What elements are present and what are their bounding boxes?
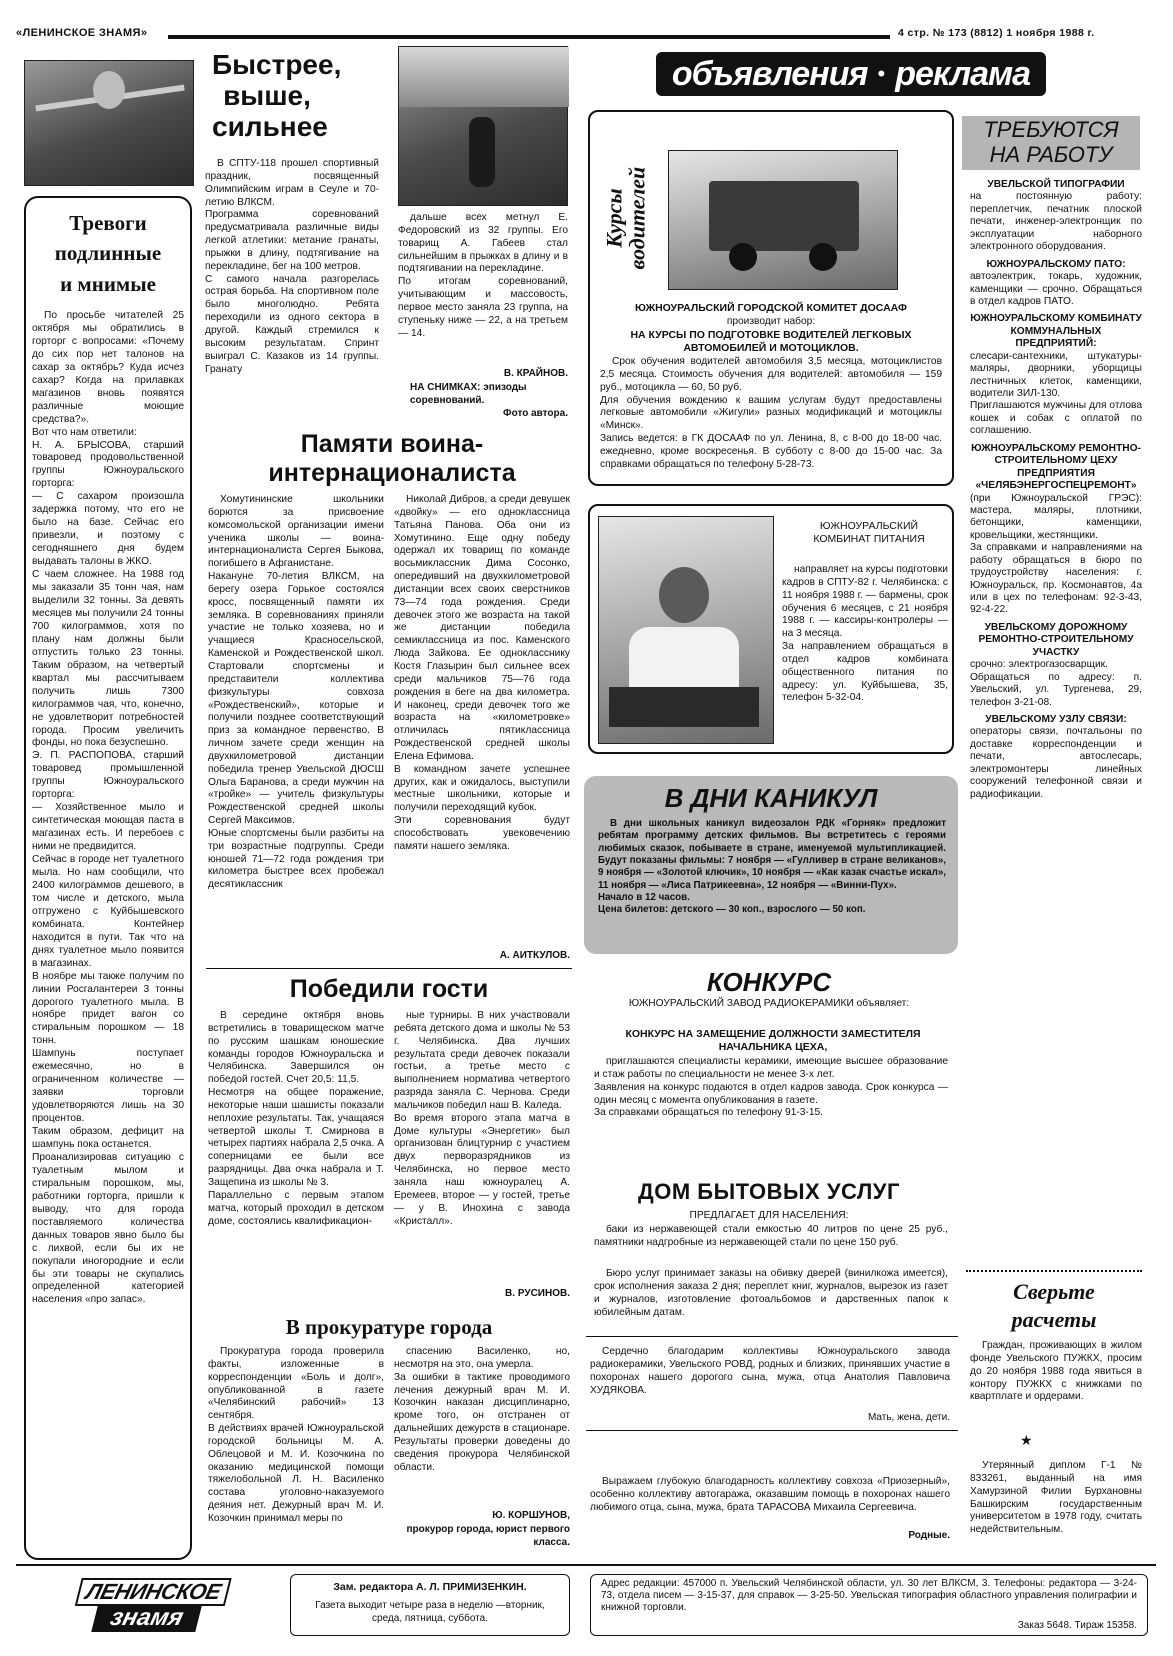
article-sport-col1	[205, 158, 379, 428]
article-memory-col1	[208, 494, 384, 964]
jobs-block-org: УВЕЛЬСКОМУ УЗЛУ СВЯЗИ:	[985, 713, 1127, 725]
article-prosecutor-title: В прокуратуре города	[285, 1315, 493, 1339]
lost-body	[970, 1460, 1142, 1540]
article-memory-title-line1: Памяти воина-	[300, 430, 484, 458]
jobs-block	[970, 179, 1142, 254]
ad-holidays-body	[598, 818, 946, 950]
banner-dot: •	[877, 61, 886, 87]
ad-services-body1	[594, 1224, 948, 1268]
ad-services-body2	[594, 1268, 948, 1328]
article-memory-col2-text: Николай Дибров, а среди девушек «двойку» — его одноклассница Татьяна Панова. Оба они из Хомутинино. Еще одну победу одержал их товарищ по команде восьмиклассник Дима Сосонко, опередивший на двухкилометровой дистанции всех своих сверстников 73—74 года рождения. Среди девочек этого же возраста на такой же дистанции победила семиклассница из пос. Каменского Люда Зайкова. Ее однокласснику Костя Глазырин был сильнее всех среди мальчиков 75—76 года рождения в беге на два километра. И наконец, среди девочек того же возраста на «километровке» отличилась пятиклассница Рождественской средней школы Елена Ефимова. В командном зачете успешнее других, как и ожидалось, выступили местные школьники, которые и получили переходящий кубок. Эти соревнования будут способствовать увековечению памяти нашего земляка.	[394, 494, 570, 852]
ad-services-text2: Бюро услуг принимает заказы на обивку дверей (винилкожа имеется), срок исполнения заказа 2 дня; переплет книг, журналов, вырезок из газет и журналов, изготовление фотоальбомов и дарственных папок к юбилейным датам.	[594, 1268, 948, 1318]
thanks-body	[590, 1346, 950, 1408]
divider-memory-chess	[206, 968, 572, 969]
jobs-title-line2: НА РАБОТУ	[989, 141, 1113, 167]
divider-thanks-condolence	[586, 1430, 958, 1431]
footer-editor-box	[290, 1574, 570, 1636]
article-memory-col1-text: Хомутининские школьники борются за присвоение комсомольской организации имени ученика школы — воина-интернационалиста Сергея Быкова, погибшего в Афганистане. Накануне 70-летия ВЛКСМ, на берегу озера Горькое состоялся кросс, посвященный памяти их земляка. В соревнованиях приняли участие не только хозяева, но и учащиеся Красносельской, Каменской и Рождественской школ. Стартовали спортсмены и представители коллектива физкультуры совхоза «Рождественский», которые и получили позднее соответствующий приз за командное первенство. В личном зачете среди женщин на двухкилометровой дистанции победила тренер Увельской ДЮСШ Ольга Баранова, а среди мужчин на «тройке» — учитель физкультуры Рождественской средней школы Сергей Максимов. Юные спортсмены были разбиты на три возрастные подгруппы. Среди юношей 71—72 года рождения три километра быстрее всех пробежал десятиклассник	[208, 494, 384, 891]
ad-holidays-title: В ДНИ КАНИКУЛ	[664, 783, 878, 813]
banner-right-word: реклама	[895, 54, 1031, 93]
article-prosecutor-col1	[208, 1346, 384, 1556]
ad-driving-vertical-line2: водителей	[624, 166, 650, 270]
photo-truck-wheel-shape	[729, 243, 757, 271]
ad-driving-head: НА КУРСЫ ПО ПОДГОТОВКЕ ВОДИТЕЛЕЙ ЛЕГКОВЫХ АВТОМОБИЛЕЙ И МОТОЦИКЛОВ.	[630, 329, 912, 355]
article-sport-title-line3: сильнее	[212, 110, 328, 142]
jobs-block-text: срочно: электрогазосварщик. Обращаться по адресу: п. Увельский, ул. Тургенева, 29, телефон 3-21-08.	[970, 659, 1142, 708]
photo-sky-shape	[399, 47, 569, 107]
jobs-block-text: автоэлектрик, токарь, художник, каменщики — срочно. Обращаться в отдел кадров ПАТО.	[970, 271, 1142, 307]
article-prosecutor-col2	[394, 1346, 570, 1506]
jobs-block-text: операторы связи, почтальоны по доставке корреспонденции и печати, автослесарь, электромонтеры линейных сооружений телефонной связи и радиофикации.	[970, 726, 1142, 800]
article-chess-col1	[208, 1010, 384, 1300]
footer-logo-line2: знамя	[91, 1604, 202, 1632]
footer-editor: Зам. редактора А. Л. ПРИМИЗЕНКИН.	[333, 1581, 527, 1593]
jobs-block-org: ЮЖНОУРАЛЬСКОМУ ПАТО:	[986, 258, 1126, 270]
article-sport-photo-credit: Фото автора.	[503, 408, 568, 419]
article-chess-col1-text: В середине октября вновь встретились в товарищеском матче по русским шашкам юношеские команды городов Южноуральска и Челябинска. Завершился он победой гостей. Счет 20,5: 11,5. Несмотря на общее поражение, некоторые наши шашисты показали неплохие результаты. Так, учащаяся четвертой школы Т. Смирнова в четырех партиях набрала 2,5 очка. А соперницами ее были все разрядницы. Два очка набрала и Т. Защепина из школы № 3. Параллельно с первым этапом матча, который проходил в детском доме, состоялись квалификацион-	[208, 1010, 384, 1227]
ad-driving-text: Срок обучения водителей автомобиля 3,5 месяца, мотоциклистов 2,5 месяца. Стоимость обучения для водителей: автомобиля — 159 руб., мотоцикла — 60, 50 руб. Для обучения вождению к вашим услугам будут предоставлены легковые автомобили «Жигули» разных модификаций и мотоциклы «Минск». Запись ведется: в ГК ДОСААФ по ул. Ленина, 8, с 8-00 до 18-00 час. ежедневно, кроме воскресенья. В субботу с 8-00 до 15-00 час. За справками обращаться по телефону 5-28-73.	[600, 356, 942, 470]
jobs-block-org: ЮЖНОУРАЛЬСКОМУ РЕМОНТНО-СТРОИТЕЛЬНОМУ ЦЕХУ ПРЕДПРИЯТИЯ «ЧЕЛЯБЭНЕРГОСПЕЦРЕМОНТ»	[971, 442, 1141, 492]
ad-catering-body	[782, 564, 948, 750]
jobs-block-org: УВЕЛЬСКОМУ ДОРОЖНОМУ РЕМОНТНО-СТРОИТЕЛЬНОМУ УЧАСТКУ	[978, 621, 1134, 658]
article-sport-title-line1: Быстрее,	[212, 49, 342, 80]
article-chess-col2-text: ные турниры. В них участвовали ребята детского дома и школы № 53 г. Челябинска. Два лучших результата среди девочек показали гостьи, а третье место с выполнением норматива четвертого разряда заняла С. Чернова. Среди мальчиков победил наш В. Каледа. Во время второго этапа матча в Доме культуры «Энергетик» был организован блицтурнир с участием двух перворазрядников из Челябинска, но первое место заняла наш южноуралец А. Еремеев, второе — у гостей, третье — у В. Иноxина с завода «Кристалл».	[394, 1010, 570, 1227]
jobs-block-org: ЮЖНОУРАЛЬСКОМУ КОМБИНАТУ КОММУНАЛЬНЫХ ПРЕДПРИЯТИЙ:	[970, 313, 1142, 350]
jobs-block-text: слесари-сантехники, штукатуры-маляры, дворники, уборщицы лестничных клеток, каменщики, водители ЗИЛ-130. Приглашаются мужчины для отлова кошек и собак с оплатой по соглашению.	[970, 350, 1142, 437]
footer-logo-line1: ЛЕНИНСКОЕ	[75, 1578, 232, 1606]
footer-schedule: Газета выходит четыре раза в неделю —вторник, среда, пятница, суббота.	[315, 1600, 545, 1624]
ad-catering-text: направляет на курсы подготовки кадров в СПТУ-82 г. Челябинска: с 11 ноября 1988 г. — бармены, срок обучения 6 месяцев, с 21 ноября 1988 г. — кассиры-контролеры — на 3 месяца. За направлением обращаться в отдел кадров комбината общественного питания по адресу: ул. Куйбышева, 35, телефон 5-32-04.	[782, 564, 948, 704]
jobs-block	[970, 714, 1142, 801]
reconcile-body	[970, 1340, 1142, 1430]
article-prosecutor-author: Ю. КОРШУНОВ,	[492, 1510, 570, 1521]
jobs-block-text: (при Южноуральской ГРЭС): мастера, маляры, плотники, бетонщики, каменщики, кровельщики, жестянщики. За справками и направлениями на работу обращаться в бюро по трудоустройству населения: г. Южноуральск, пр. Космонавтов, 4а или в цех по телефонам: 92-3-43, 92-4-22.	[970, 492, 1142, 616]
article-sugar-text: По просьбе читателей 25 октября мы обратились в горторг с вопросами: «Почему до сих пор нет талонов на сахар за октябрь? Куда исчез сахар? Когда на прилавках магазинов вновь появятся различные моющие средства?». Вот что нам ответили: Н. А. БРЫСОВА, старший товаровед продовольственной группы Южноуральского горторга: — С сахаром произошла задержка потому, что его не было на базе. Сейчас его привезли, и поэтому с сегодняшнего дня будем выдавать талоны в ЖКО. С чаем сложнее. На 1988 год мы заказали 35 тонн чая, нам выделили 32 тонны. За девять месяцев мы получили 24 тонны 700 килограммов, хотя по плану нам должны были отпустить только 23 тонны. Таким образом, на четвертый квартал мы рассчитываем получить лишь 7300 килограммов чая, что, конечно, не удовлетворит потребностей города. Просим увеличить фонды, но пока безуспешно. Э. П. РАСПОПОВА, старший товаровед промышленной группы Южноуральского горторга: — Хозяйственное мыло и синтетическая моющая паста в магазинах есть. И перебоев с ними не предвидится. Сейчас в городе нет туалетного мыла. Но нам сообщили, что 2400 килограммов дешевого, в том числе и детского, мыла отгружено с Куйбышевского комбината. Контейнер находится в пути. Так что на днях туалетное мыло появится в магазинах. В ноябре мы также получим по линии Росгалантереи 3 тонны дорогого туалетного мыла. В ноябре придет вагон со стиральным порошком — 18 тонн. Шампунь поступает ежемесячно, но в ограниченном количестве — заявки торговли удовлетворяются лишь на 30 процентов. Таким образом, дефицит на шампунь пока останется. Проанализировав ситуацию с туалетным мылом и стиральным порошком, мы, работники горторга, пришли к выводу, что для города поставляемого количества данных товаров явно было бы с лихвой, если бы их не покупали иногородние и если бы эти товары не скупались определенной категорией населения «про запас».	[32, 310, 184, 1306]
ad-contest-title: КОНКУРС	[706, 967, 832, 997]
article-sport-col2-text: дальше всех метнул Е. Федоровский из 32 группы. Его товарищ А. Габеев стал сильнейшим в прыжках в длину и в подтягивании на перекладине. По итогам соревнований, учитывающим и массовость, первое место заняла 23 группа, на ступеньку ниже — 22, а на третьем — 14.	[398, 212, 568, 339]
lost-text: Утерянный диплом Г-1 № 833261, выданный на имя Хамурзиной Филии Бурхановны Башкирским государственным университетом в 1978 году, считать недействительным.	[970, 1460, 1142, 1536]
jobs-list	[970, 174, 1142, 1184]
ad-driving-org: ЮЖНОУРАЛЬСКИЙ ГОРОДСКОЙ КОМИТЕТ ДОСААФ	[635, 302, 907, 314]
photo-table-shape	[609, 687, 759, 727]
ad-contest-head: КОНКУРС НА ЗАМЕЩЕНИЕ ДОЛЖНОСТИ ЗАМЕСТИТЕЛЯ НАЧАЛЬНИКА ЦЕХА,	[625, 1028, 921, 1054]
article-memory-col2	[394, 494, 570, 944]
article-memory-title-line2: интернационалиста	[268, 458, 516, 487]
photo-head-shape	[93, 71, 125, 109]
ad-driving-sub: производит набор:	[726, 316, 816, 327]
ad-contest-text: приглашаются специалисты керамики, имеющие высшее образование и стаж работы по специальности не менее 3-х лет. Заявления на конкурс подаются в отдел кадров завода. Срок конкурса — один месяц с момента опубликования в газете. За справками обращаться по телефону 91-3-15.	[594, 1056, 948, 1119]
footer-top-rule	[16, 1564, 1156, 1566]
article-sugar-title	[32, 208, 184, 299]
star-separator-icon: ★	[1020, 1432, 1033, 1448]
thanks-sign: Мать, жена, дети.	[867, 1412, 950, 1423]
ad-services-title: ДОМ БЫТОВЫХ УСЛУГ	[638, 1179, 900, 1204]
article-prosecutor-col2-text: спасению Василенко, но, несмотря на это, она умерла. За ошибки в тактике проводимого лечения дежурный врач М. И. Козочкин наказан дисциплинарно, кроме того, он отстранен от дальнейших дежурств в стационаре. Результаты проверки доведены до сведения прокурора Челябинской области.	[394, 1346, 570, 1473]
masthead-rule	[168, 35, 890, 39]
article-memory-title	[212, 430, 572, 488]
masthead-issue-info: 4 стр. № 173 (8812) 1 ноября 1988 г.	[898, 27, 1095, 39]
jobs-block	[970, 259, 1142, 309]
jobs-block-text: на постоянную работу: переплетчик, печатник плоской печати, инженер-электронщик по эксплуатации наборного электронного оборудования.	[970, 191, 1142, 253]
jobs-block	[970, 622, 1142, 709]
jobs-title-line1: ТРЕБУЮТСЯ	[983, 117, 1119, 142]
article-sport-title	[212, 49, 342, 142]
ad-driving-vertical-line1: Курсы	[600, 188, 626, 248]
article-prosecutor-col1-text: Прокуратура города проверила факты, изложенные в корреспонденции «Боль и долг», опубликованной в газете «Челябинский рабочий» 13 сентября. В действиях врачей Южноуральской городской больницы М. А. Облецовой и М. И. Козочкина по оказанию медицинской помощи тяжелобольной Л. Н. Василенко состава уголовно-наказуемого деяния нет. Дежурный врач М. И. Козочкин принимал меры по	[208, 1346, 384, 1524]
banner-left-word: объявления	[671, 54, 868, 93]
ad-holidays-text: В дни школьных каникул видеозалон РДК «Горняк» предложит ребятам программу детских фильмов. Вы встретитесь с героями любимых сказок, побываете в стране, именуемой мультипликацией. Будут показаны фильмы: 7 ноября — «Гулливер в стране великанов», 9 ноября — «Золотой ключик», 10 ноября — «Как казак счастье искал», 11 ноября — «Лиса Патрикеевна», 12 ноября — «Винни-Пух». Начало в 12 часов. Цена билетов: детского — 30 коп., взрослого — 50 коп.	[598, 818, 946, 916]
ad-services-sub: ПРЕДЛАГАЕТ ДЛЯ НАСЕЛЕНИЯ:	[689, 1210, 849, 1221]
ad-contest-org: ЮЖНОУРАЛЬСКИЙ ЗАВОД РАДИОКЕРАМИКИ объявляет:	[628, 998, 910, 1009]
jobs-block	[970, 443, 1142, 617]
divider-dotted-reconcile	[966, 1270, 1142, 1272]
article-sugar-title-line3: и мнимые	[60, 271, 156, 296]
photo-runner-shape	[469, 117, 495, 187]
ad-driving-body	[600, 356, 942, 480]
article-sport-col1-text: В СПТУ-118 прошел спортивный праздник, посвященный Олимпийским играм в Сеуле и 70-летию ВЛКСМ. Программа соревнований предусматривала различные виды легкой атлетики: метание гранаты, прыжки в длину, подтягивание на перекладине, бег на 100 метров. С самого начала разгорелась острая борьба. На спортивном поле было многолюдно. Ребята переходили из одного сектора в другой. Каждый стремился к высоким результатам. Спринт выиграл С. Казаков из 14 группы. Гранату	[205, 158, 379, 375]
article-chess-col2	[394, 1010, 570, 1280]
article-sport-title-line2: выше,	[223, 79, 311, 111]
photo-truck-body-shape	[709, 181, 859, 251]
section-banner	[656, 52, 1046, 96]
ad-catering-org: ЮЖНОУРАЛЬСКИЙ КОМБИНАТ ПИТАНИЯ	[813, 520, 925, 546]
photo-truck	[668, 150, 898, 290]
condolence-body	[590, 1476, 950, 1526]
reconcile-title-line1: Сверьте	[1013, 1279, 1095, 1304]
reconcile-title	[966, 1278, 1142, 1333]
footer-logo	[19, 1578, 280, 1632]
ad-holidays-box	[584, 776, 958, 954]
article-sugar-title-line2: подлинные	[54, 241, 162, 266]
article-chess-author: В. РУСИНОВ.	[505, 1288, 570, 1299]
article-sport-caption: НА СНИМКАХ: эпизоды соревнований.	[410, 382, 527, 406]
ad-services-text1: баки из нержавеющей стали емкостью 40 литров по цене 25 руб., памятники надгробные из нержавеющей стали по цене 150 руб.	[594, 1224, 948, 1248]
article-sport-col2	[398, 212, 568, 372]
article-chess-title: Победили гости	[289, 975, 489, 1003]
ad-contest-body	[594, 1056, 948, 1166]
photo-truck-wheel-shape	[809, 243, 837, 271]
jobs-block-org: УВЕЛЬСКОЙ ТИПОГРАФИИ	[987, 179, 1125, 190]
photo-worker-head-shape	[659, 567, 709, 623]
thanks-text: Сердечно благодарим коллективы Южноуральского завода радиокерамики, Увельского РОВД, родных и близких, принявших участие в похоронах нашего дорогого сына, мужа, отца Анатолия Павловича ХУДЯКОВА.	[590, 1346, 950, 1396]
ad-driving-vertical-title	[590, 148, 660, 288]
article-memory-author: А. АИТКУЛОВ.	[499, 950, 570, 961]
jobs-block	[970, 313, 1142, 437]
footer-order: Заказ 5648. Тираж 15358.	[1017, 1620, 1137, 1632]
masthead-paper-name: «ЛЕНИНСКОЕ ЗНАМЯ»	[16, 27, 148, 39]
reconcile-title-line2: расчеты	[1011, 1306, 1097, 1332]
article-sugar-title-line1: Тревоги	[69, 211, 147, 235]
condolence-sign: Родные.	[908, 1530, 950, 1541]
divider-services-thanks	[586, 1336, 958, 1337]
article-sport-author: В. КРАЙНОВ.	[503, 368, 568, 379]
footer-address-box	[590, 1574, 1148, 1636]
article-sugar-body	[32, 310, 184, 1550]
photo-athlete-pullup	[24, 60, 194, 186]
jobs-title-box	[962, 116, 1140, 170]
photo-catering-worker	[598, 516, 774, 744]
photo-sport-runners	[398, 46, 568, 206]
reconcile-text: Граждан, проживающих в жилом фонде Увельского ПУЖКХ, просим до 20 ноября 1988 года явиться в контору ПУЖКХ с книжками по квартплате и ордерами.	[970, 1340, 1142, 1403]
condolence-text: Выражаем глубокую благодарность коллективу совхоза «Приозерный», особенно коллективу автогаража, оказавшим помощь в похоронах нашего любимого отца, сына, мужа, брата ТАРАСОВА Михаила Сергеевича.	[590, 1476, 950, 1513]
footer-address: Адрес редакции: 457000 п. Увельский Челябинской области, ул. 30 лет ВЛКСМ, 3. Телефоны: редактора — 3-24-73, отдела писем — 3-15-37, для справок — 3-25-50. Увельская типография областного управления полиграфии и книжной торговли.	[601, 1578, 1137, 1613]
article-prosecutor-author-title: прокурор города, юрист первого класса.	[406, 1524, 570, 1548]
